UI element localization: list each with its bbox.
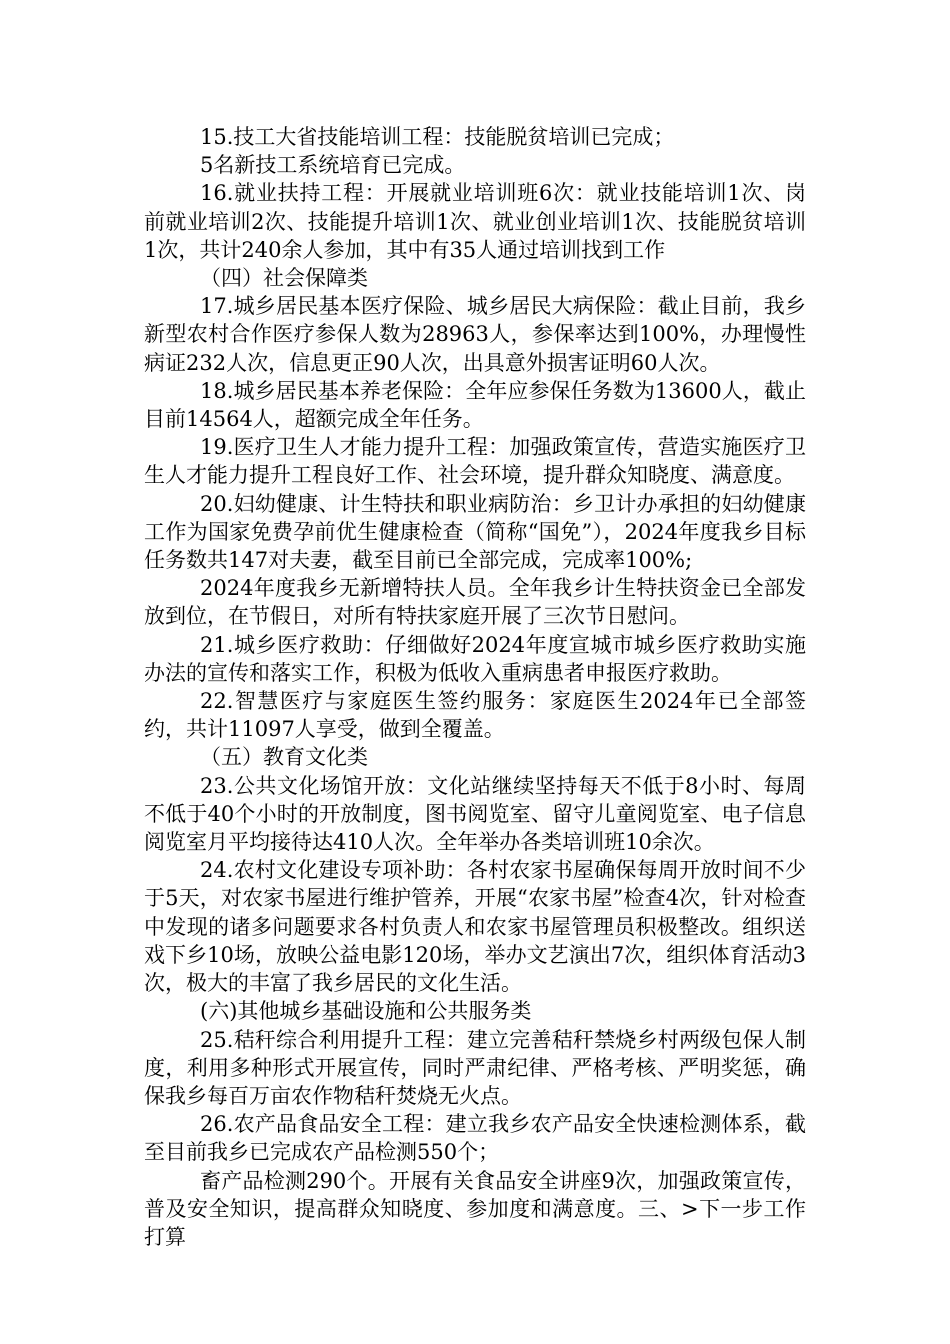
paragraph-19: 19.医疗卫生人才能力提升工程：加强政策宣传，营造实施医疗卫生人才能力提升工程良好工作、社会环境，提升群众知晓度、满意度。 — [144, 435, 806, 488]
section-heading-5: （五）教育文化类 — [200, 745, 368, 770]
paragraph-21: 21.城乡医疗救助：仔细做好2024年度宣城市城乡医疗救助实施办法的宣传和落实工作，积极为低收入重病患者申报医疗救助。 — [144, 632, 806, 685]
paragraph-20: 20.妇幼健康、计生特扶和职业病防治：乡卫计办承担的妇幼健康工作为国家免费孕前优生健康检查（简称“国免”），2024年度我乡目标任务数共147对夫妻，截至目前已全部完成，完成率100%; — [144, 491, 806, 573]
paragraph-24: 24.农村文化建设专项补助：各村农家书屋确保每周开放时间不少于5天，对农家书屋进行维护管养，开展“农家书屋”检查4次，针对检查中发现的诸多问题要求各村负责人和农家书屋管理员积极整改。组织送戏下乡10场，放映公益电影120场，举办文艺演出7次，组织体育活动3次，极大的丰富了我乡居民的文化生活。 — [144, 858, 806, 996]
paragraph-22: 22.智慧医疗与家庭医生签约服务：家庭医生2024年已全部签约，共计11097人享受，做到全覆盖。 — [144, 689, 806, 742]
paragraph-15: 15.技工大省技能培训工程：技能脱贫培训已完成； — [200, 125, 675, 149]
section-heading-4: （四）社会保障类 — [200, 266, 368, 291]
section-heading-6: (六)其他城乡基础设施和公共服务类 — [200, 999, 532, 1024]
paragraph-23: 23.公共文化场馆开放：文化站继续坚持每天不低于8小时、每周不低于40个小时的开放制度，图书阅览室、留守儿童阅览室、电子信息阅览室月平均接待达410人次。全年举办各类培训班10余次。 — [144, 773, 806, 855]
paragraph-26-cont: 畜产品检测290个。开展有关食品安全讲座9次，加强政策宣传，普及安全知识，提高群众知晓度、参加度和满意度。三、>下一步工作打算 — [144, 1168, 806, 1249]
paragraph-20-cont: 2024年度我乡无新增特扶人员。全年我乡计生特扶资金已全部发放到位，在节假日，对所有特扶家庭开展了三次节日慰问。 — [144, 576, 806, 629]
paragraph-26: 26.农产品食品安全工程：建立我乡农产品安全快速检测体系，截至目前我乡已完成农产品检测550个； — [144, 1112, 806, 1165]
paragraph-18: 18.城乡居民基本养老保险：全年应参保任务数为13600人，截止目前14564人，超额完成全年任务。 — [144, 378, 806, 432]
document-body — [144, 123, 806, 1251]
paragraph-25: 25.秸秆综合利用提升工程：建立完善秸秆禁烧乡村两级包保人制度，利用多种形式开展宣传，同时严肃纪律、严格考核、严明奖惩，确保我乡每百万亩农作物秸秆焚烧无火点。 — [144, 1027, 806, 1108]
paragraph-17: 17.城乡居民基本医疗保险、城乡居民大病保险：截止目前，我乡新型农村合作医疗参保人数为28963人，参保率达到100%，办理慢性病证232人次，信息更正90人次，出具意外损害证明60人次。 — [144, 294, 806, 375]
paragraph-15-cont: 5名新技工系统培育已完成。 — [200, 153, 466, 178]
paragraph-16: 16.就业扶持工程：开展就业培训班6次：就业技能培训1次、岗前就业培训2次、技能提升培训1次、就业创业培训1次、技能脱贫培训1次，共计240余人参加，其中有35人通过培训找到工作 — [144, 181, 806, 262]
